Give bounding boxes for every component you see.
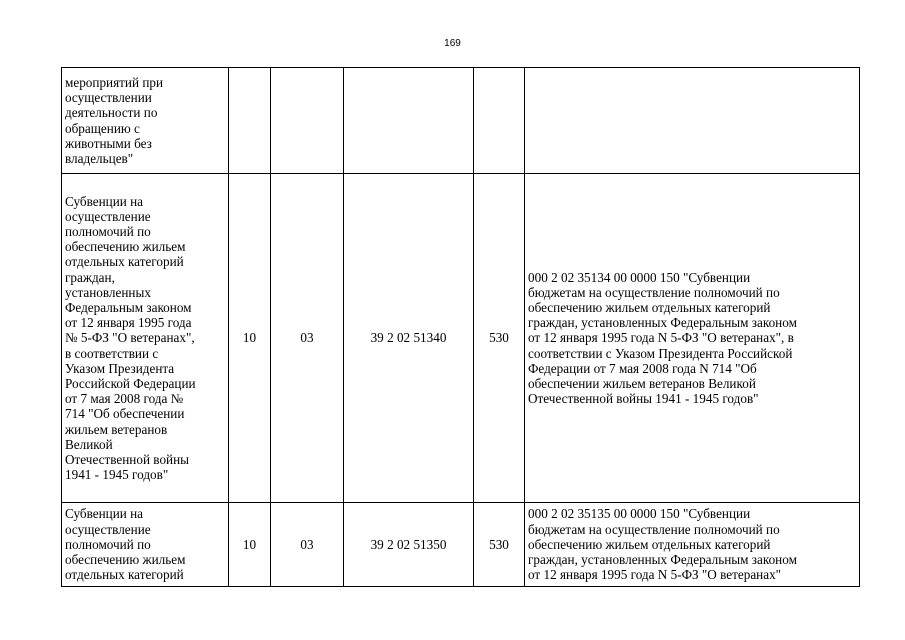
- table-row: [62, 68, 860, 174]
- section-cell: 10: [229, 174, 271, 503]
- expense-type-cell: 530: [474, 174, 525, 503]
- target-article-cell: 39 2 02 51350: [344, 503, 474, 587]
- subsection-cell: 03: [271, 503, 344, 587]
- subsection-cell: [271, 68, 344, 174]
- table-row: [62, 174, 860, 503]
- table-row: [62, 503, 860, 587]
- revenue-code-cell: [525, 68, 860, 174]
- item-name-cell: Субвенции на осуществление полномочий по обеспечению жильем отдельных категорий: [62, 503, 229, 587]
- page-number: 169: [444, 38, 461, 49]
- target-article-cell: 39 2 02 51340: [344, 174, 474, 503]
- budget-table: [61, 67, 860, 587]
- target-article-cell: [344, 68, 474, 174]
- expense-type-cell: 530: [474, 503, 525, 587]
- revenue-code-cell: 000 2 02 35134 00 0000 150 "Субвенции бюджетам на осуществление полномочий по обеспечению жильем отдельных категорий граждан, установленных Федеральным законом от 12 января 1995 года N 5-ФЗ "О ветеранах", в соответствии с Указом Президента Российской Федерации от 7 мая 2008 года N 714 "Об обеспечении жильем ветеранов Великой Отечественной войны 1941 - 1945 годов": [525, 174, 860, 503]
- section-cell: 10: [229, 503, 271, 587]
- item-name-cell: мероприятий при осуществлении деятельности по обращению с животными без владельцев": [62, 68, 229, 174]
- item-name-cell: Субвенции на осуществление полномочий по обеспечению жильем отдельных категорий граждан, установленных Федеральным законом от 12 января 1995 года № 5-ФЗ "О ветеранах", в соответствии с Указом Президента Российской Федерации от 7 мая 2008 года № 714 "Об обеспечении жильем ветеранов Великой Отечественной войны 1941 - 1945 годов": [62, 174, 229, 503]
- subsection-cell: 03: [271, 174, 344, 503]
- section-cell: [229, 68, 271, 174]
- revenue-code-cell: 000 2 02 35135 00 0000 150 "Субвенции бюджетам на осуществление полномочий по обеспечению жильем отдельных категорий граждан, установленных Федеральным законом от 12 января 1995 года N 5-ФЗ "О ветеранах": [525, 503, 860, 587]
- expense-type-cell: [474, 68, 525, 174]
